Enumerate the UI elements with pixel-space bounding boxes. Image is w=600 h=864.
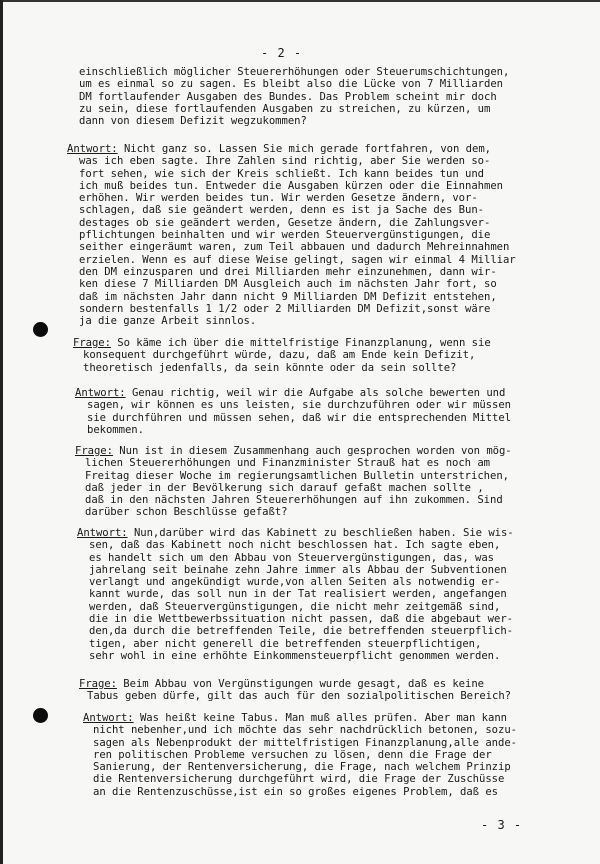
text-line: tigen, aber nicht generell die betreffenden steuerpflichtigen, [89, 637, 482, 650]
text-line: ren politischen Probleme versuchen zu lösen, denn die Frage der [93, 748, 492, 761]
text-line: sagen, wir können es uns leisten, sie durchzuführen oder wir müssen [87, 399, 511, 412]
text-line: was ich eben sagte. Ihre Zahlen sind richtig, aber Sie werden so- [79, 155, 491, 168]
text-line: zu sein, diese fortlaufenden Ausgaben zu streichen, zu kürzen, um [79, 102, 491, 115]
text-line: an die Rentenzuschüsse,ist ein so großes eigenes Problem, daß es [93, 785, 498, 798]
question-block [75, 445, 583, 519]
text-line: werden, daß Steuervergünstigungen, die nicht mehr zeitgemäß sind, [89, 600, 501, 613]
text-line: um es einmal so zu sagen. Es bleibt also die Lücke von 7 Milliarden [79, 78, 503, 91]
text-line: die in die Wettbewerbssituation nicht passen, daß die abgebaut wer- [89, 613, 513, 626]
text-line: daß jeder in der Bevölkerung sich darauf gefaßt machen sollte , [85, 481, 484, 494]
text-line: seither eingeräumt waren, zum Teil abbauen und dadurch Mehreinnahmen [79, 241, 510, 254]
scan-edge [3, 0, 600, 2]
answer-block [75, 387, 583, 436]
text-line: sie durchführen und müssen sehen, daß wir die entsprechenden Mittel [87, 411, 511, 424]
text-line: dann von diesem Defizit wegzukommen? [79, 115, 307, 128]
text-line: nicht nebenher,und ich möchte das sehr nachdrücklich betonen, sozu- [93, 724, 517, 737]
text-line: schlagen, daß sie geändert werden, denn es ist ja Sache des Bun- [79, 204, 484, 217]
text-line: darüber schon Beschlüsse gefaßt? [85, 506, 288, 519]
question-block [73, 337, 583, 374]
speaker-label: Antwort: [67, 143, 118, 155]
text-line: fort sehen, wie sich der Kreis schließt. Ich kann beides tun und [79, 167, 484, 180]
punch-hole [33, 322, 48, 337]
text-line: verlangt und angekündigt wurde,von allen Seiten als notwendig er- [89, 576, 501, 589]
speaker-label: Antwort: [75, 387, 126, 399]
answer-block [67, 143, 583, 327]
text-line: ich muß beides tun. Entweder die Ausgaben kürzen oder die Einnahmen [79, 179, 503, 192]
text-line: erzielen. Wenn es auf diese Weise gelingt, sagen wir einmal 4 Milliar [79, 253, 516, 266]
text-line: daß im nächsten Jahr dann nicht 9 Milliarden DM Defizit entstehen, [79, 290, 497, 303]
text-line: konsequent durchgeführt würde, dazu, daß am Ende kein Defizit, [83, 349, 476, 362]
text-line: sehr wohl in eine erhöhte Einkommensteuerpflicht genommen werden. [89, 649, 501, 662]
text-line: einschließlich möglicher Steuererhöhungen oder Steuerumschichtungen, [79, 66, 510, 78]
text-line: ja die ganze Arbeit sinnlos. [79, 315, 257, 328]
text-line: es handelt sich um den Abbau von Steuervergünstigungen, das, was [89, 551, 494, 564]
text-line: Nun ist in diesem Zusammenhang auch gesprochen worden von mög- [112, 445, 512, 457]
text-line: Nicht ganz so. Lassen Sie mich gerade fortfahren, von dem, [117, 143, 491, 155]
text-line: bekommen. [87, 423, 144, 436]
speaker-label: Frage: [79, 678, 117, 690]
text-line: kannt wurde, das soll nun in der Tat realisiert werden, angefangen [89, 588, 507, 601]
text-line: den,da durch die betreffenden Teile, die betreffenden steuerpflich- [89, 625, 513, 638]
text-line: daß in den nächsten Jahren Steuererhöhungen auf ihn zukommen. Sind [85, 494, 503, 507]
text-line: Tabus geben dürfe, gilt das auch für den sozialpolitischen Bereich? [87, 690, 511, 703]
text-line: destages ob sie geändert werden, Gesetze ändern, die Zahlungsver- [79, 216, 491, 229]
text-line: Freitag dieser Woche im regierungsamtlichen Bulletin unterstrichen, [85, 469, 509, 482]
page-number-bottom: - 3 - [481, 818, 523, 832]
punch-hole [33, 708, 48, 723]
text-line: Sanierung, der Rentenversicherung, die Frage, nach welchem Prinzip [93, 761, 511, 774]
text-line: sagen als Nebenprodukt der mittelfristigen Finanzplanung,alle ande- [93, 736, 517, 749]
question-continuation [79, 66, 583, 127]
text-line: ken diese 7 Milliarden DM Ausgleich auch im nächsten Jahr fort, so [79, 278, 497, 291]
text-line: die Rentenversicherung durchgeführt wird, die Frage der Zuschüsse [93, 773, 505, 786]
text-line: erhöhen. Wir werden beides tun. Wir werden Gesetze ändern, vor- [79, 192, 478, 205]
text-line: pflichtungen beinhalten und wir werden Steuervergünstigungen, die [79, 229, 491, 242]
text-line: sondern bestenfalls 1 1/2 oder 2 Milliarden DM Defizit,sonst wäre [79, 302, 491, 315]
text-line: Beim Abbau von Vergünstigungen wurde gesagt, daß es keine [116, 678, 484, 690]
text-line: Nun,darüber wird das Kabinett zu beschließen haben. Sie wis- [127, 527, 514, 539]
answer-block [83, 712, 583, 798]
text-line: So käme ich über die mittelfristige Finanzplanung, wenn sie [110, 337, 491, 349]
text-line: jahrelang seit beinahe zehn Jahre immer als Abbau der Subventionen [89, 563, 507, 576]
text-line: den DM einzusparen und drei Milliarden mehr einzunehmen, dann wir- [79, 265, 497, 278]
text-line: sen, daß das Kabinett noch nicht beschlossen hat. Ich sagte eben, [89, 539, 501, 552]
question-block [79, 678, 583, 703]
text-line: lichen Steuererhöhungen und Finanzminister Strauß hat es noch am [85, 457, 490, 470]
speaker-label: Frage: [75, 445, 113, 457]
text-line: Genau richtig, weil wir die Aufgabe als solche bewerten und [125, 387, 506, 399]
speaker-label: Antwort: [77, 527, 128, 539]
text-line: theoretisch jedenfalls, da sein könnte oder da sein sollte? [83, 361, 457, 374]
text-line: DM fortlaufender Ausgaben des Bundes. Das Problem scheint mir doch [79, 90, 497, 103]
text-line: Was heißt keine Tabus. Man muß alles prüfen. Aber man kann [133, 712, 507, 724]
answer-block [77, 527, 583, 662]
page-number-top: - 2 - [261, 46, 303, 60]
speaker-label: Frage: [73, 337, 111, 349]
speaker-label: Antwort: [83, 712, 134, 724]
